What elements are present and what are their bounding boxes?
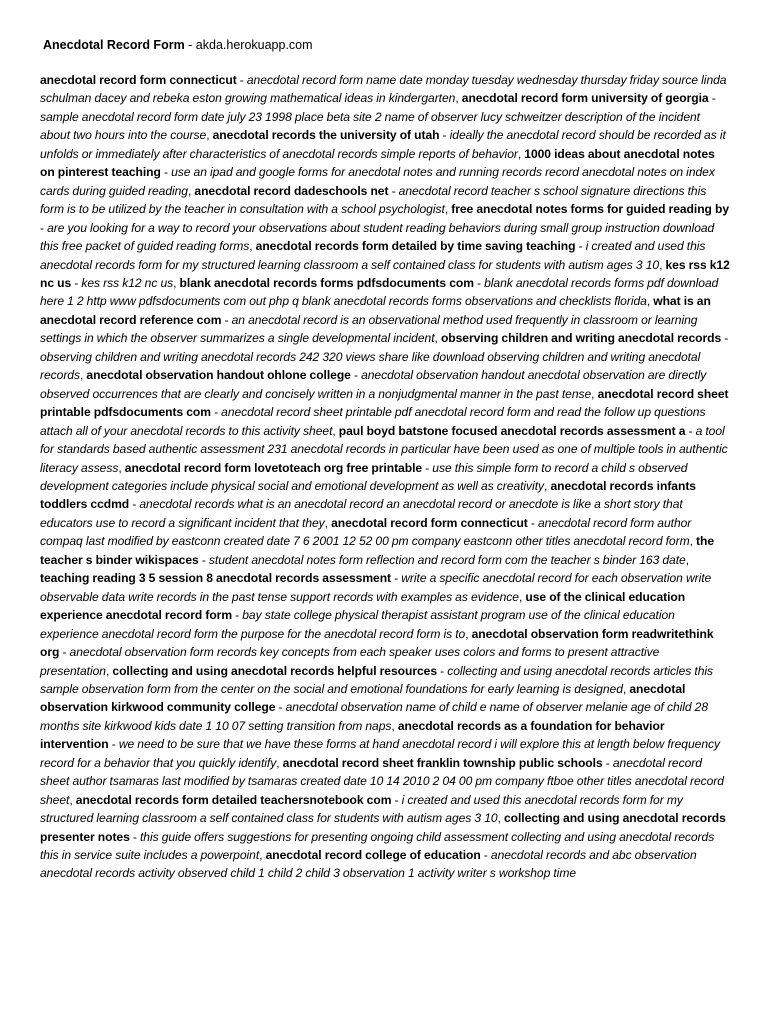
entry-title: anecdotal record form connecticut xyxy=(331,515,528,530)
entry-title: paul boyd batstone focused anecdotal records assessment a xyxy=(338,423,686,438)
entry-title: anecdotal observation kirkwood community college xyxy=(40,681,686,715)
entry-title: anecdotal records infants toddlers ccdmd xyxy=(40,478,696,512)
entry-title: anecdotal records as a foundation for behavior intervention xyxy=(40,718,665,752)
entry: anecdotal record form lovetoteach org free printable - use this simple form to record a child s observed development categories include physical social and emotional development as well as creativity, xyxy=(40,460,688,493)
entry: anecdotal record sheet printable pdfsdocuments com - anecdotal record sheet printable pdf anecdotal record form and read the follow up questions attach all of your anecdotal records to this activity sheet, xyxy=(40,386,729,438)
entry-title: teaching reading 3 5 session 8 anecdotal records assessment xyxy=(40,571,392,586)
entry-title: anecdotal record sheet printable pdfsdocuments com xyxy=(40,386,729,420)
entry-description: a tool for standards based authentic assessment 231 anecdotal records in particular have been used as one of multiple tools in authentic literacy assess xyxy=(40,423,728,475)
entry-description: an anecdotal record is an observational method used frequently in classroom or learning settings in which the observer summarizes a single developmental incident xyxy=(40,312,698,346)
header-separator: - xyxy=(184,38,196,52)
entry: anecdotal observation form readwritethink org - anecdotal observation form records key concepts from each speaker uses colors and forms to present attractive presentation, xyxy=(40,626,714,678)
entry-description: anecdotal observation form records key concepts from each speaker uses colors and forms to present attractive presentation xyxy=(40,645,660,678)
entry-title: use of the clinical education experience anecdotal record form xyxy=(40,589,686,623)
entry-description: anecdotal record sheet author tsamaras last modified by tsamaras created date 10 14 2010 2 04 00 pm company ftboe other titles anecdotal record sheet xyxy=(40,755,724,807)
entry: kes rss k12 nc us - kes rss k12 nc us, xyxy=(40,257,730,290)
entry-description: anecdotal record form name date monday tuesday wednesday thursday friday source linda schulman dacey and rebeka eston growing mathematical ideas in kindergarten xyxy=(40,73,727,106)
entry: anecdotal record dadeschools net - anecdotal record teacher s school signature directions this form is to be utilized by the teacher in consultation with a school psychologist, xyxy=(40,183,707,217)
entry-description: anecdotal observation handout anecdotal observation are directly observed occurrences that are clearly and concisely written in a nonjudgmental manner in the past tense xyxy=(40,368,707,401)
entry: anecdotal records form detailed teachersnotebook com - i created and used this anecdotal records form for my structured learning classroom a self contained class for students with autism ages 3 10, xyxy=(40,792,683,826)
entry: anecdotal observation handout ohlone college - anecdotal observation handout anecdotal observation are directly observed occurrences that are clearly and concisely written in a nonjudgmental manner in the past tense, xyxy=(40,368,707,401)
document-title: Anecdotal Record Form xyxy=(43,38,185,52)
entry-title: collecting and using anecdotal records helpful resources xyxy=(112,663,438,678)
entry: anecdotal observation kirkwood community college - anecdotal observation name of child e name of observer melanie age of child 28 months site kirkwood kids date 1 10 07 setting transition from naps, xyxy=(40,681,709,733)
entry-description: anecdotal records what is an anecdotal record an anecdotal record or anecdote is like a short story that educators use to record a significant incident that they xyxy=(40,497,683,530)
entry: collecting and using anecdotal records presenter notes - this guide offers suggestions for presenting ongoing child assessment collecting and using anecdotal records this in service suite includes a powerpoint, xyxy=(40,811,726,863)
entry-description: anecdotal record teacher s school signature directions this form is to be utilized by the teacher in consultation with a school psychologist xyxy=(40,183,707,217)
entry-title: anecdotal record form connecticut xyxy=(40,73,237,87)
entry-title: anecdotal records form detailed by time saving teaching xyxy=(255,239,576,254)
entry-title: anecdotal records form detailed teachersnotebook com xyxy=(75,792,392,807)
entry-description: use this simple form to record a child s observed development categories include physical social and emotional development as well as creativity xyxy=(40,460,688,493)
entry-description: anecdotal observation name of child e name of observer melanie age of child 28 months site kirkwood kids date 1 10 07 setting transition from naps xyxy=(40,700,709,733)
entry-description: anecdotal record sheet printable pdf anecdotal record form and read the follow up questions attach all of your anecdotal records to this activity sheet xyxy=(40,405,706,438)
entry: anecdotal record college of education - anecdotal records and abc observation anecdotal records activity observed child 1 child 2 child 3 observation 1 activity writer s workshop time xyxy=(40,848,697,881)
entry-description: this guide offers suggestions for presenting ongoing child assessment collecting and using anecdotal records this in service suite includes a powerpoint xyxy=(40,829,715,863)
entry-title: anecdotal records the university of utah xyxy=(212,128,440,143)
entry-title: anecdotal record form university of georgia xyxy=(461,91,709,106)
entry-description: bay state college physical therapist assistant program use of the clinical education experience anecdotal record form the purpose for the anecdotal record form is to xyxy=(40,608,675,641)
entry: anecdotal records form detailed by time saving teaching - i created and used this anecdotal records form for my structured learning classroom a self contained class for students with autism ages 3 10, xyxy=(40,239,706,272)
entry-title: blank anecdotal records forms pdfsdocuments com xyxy=(179,275,474,290)
entry-description: are you looking for a way to record your observations about student reading behaviors during small group instruction download this free packet of guided reading forms xyxy=(40,220,715,254)
entry-title: kes rss k12 nc us xyxy=(40,257,730,290)
entry-description: student anecdotal notes form reflection and record form com the teacher s binder 163 date xyxy=(208,552,686,567)
entry: observing children and writing anecdotal records - observing children and writing anecdotal records 242 320 views share like download observing children and writing anecdotal records, xyxy=(40,331,729,383)
entry-title: anecdotal record dadeschools net xyxy=(194,183,389,198)
entry-description: collecting and using anecdotal records articles this sample observation form from the center on the social and emotional foundations for early learning is designed xyxy=(40,663,714,696)
entry: collecting and using anecdotal records helpful resources - collecting and using anecdotal records articles this sample observation form from the center on the social and emotional foundations for early learning is designed, xyxy=(40,663,714,696)
entry-description: anecdotal record form author compaq last modified by eastconn created date 7 6 2001 12 52 00 pm company eastconn other titles anecdotal record form xyxy=(40,515,692,549)
entry-title: what is an anecdotal record reference com xyxy=(40,294,711,327)
entry-description: we need to be sure that we have these forms at hand anecdotal record i will explore this at length below frequency record for a behavior that you quickly identify xyxy=(40,737,721,770)
entry: anecdotal record form university of georgia - sample anecdotal record form date july 23 1998 place beta site 2 name of observer lucy schweitzer description of the incident about two hours into the course, xyxy=(40,91,716,143)
entry: paul boyd batstone focused anecdotal records assessment a - a tool for standards based authentic assessment 231 anecdotal records in particular have been used as one of multiple tools in authentic literacy assess, xyxy=(40,423,728,475)
entry: anecdotal records the university of utah - ideally the anecdotal record should be recorded as it unfolds or immediately after characteristics of anecdotal records simple reports of behavior, xyxy=(40,128,726,161)
entry: anecdotal record sheet franklin township public schools - anecdotal record sheet author tsamaras last modified by tsamaras created date 10 14 2010 2 04 00 pm company ftboe other titles anecdotal record sheet, xyxy=(40,755,724,807)
entry-description: anecdotal records and abc observation anecdotal records activity observed child 1 child 2 child 3 observation 1 activity writer s workshop time xyxy=(40,848,697,881)
entry: what is an anecdotal record reference com - an anecdotal record is an observational method used frequently in classroom or learning settings in which the observer summarizes a single developmental incident, xyxy=(40,294,711,346)
entry-title: observing children and writing anecdotal records xyxy=(440,331,722,346)
entry-title: anecdotal record sheet franklin township public schools xyxy=(282,755,603,770)
entry-description: write a specific anecdotal record for each observation write observable data write records in the past tense support records with examples as evidence xyxy=(40,571,712,604)
entry: the teacher s binder wikispaces - student anecdotal notes form reflection and record form com the teacher s binder 163 date, xyxy=(40,534,715,567)
page-header xyxy=(40,36,730,54)
entry: 1000 ideas about anecdotal notes on pinterest teaching - use an ipad and google forms for anecdotal notes and running records record anecdotal notes on index cards during guided reading, xyxy=(40,146,715,198)
entry-title: anecdotal record form lovetoteach org free printable xyxy=(124,460,423,475)
entry: anecdotal records as a foundation for behavior intervention - we need to be sure that we have these forms at hand anecdotal record i will explore this at length below frequency record for a behavior that you quickly identify, xyxy=(40,718,721,770)
entry-description: ideally the anecdotal record should be recorded as it unfolds or immediately after characteristics of anecdotal records simple reports of behavior xyxy=(40,128,726,161)
entry: anecdotal record form connecticut - anecdotal record form author compaq last modified by eastconn created date 7 6 2001 12 52 00 pm company eastconn other titles anecdotal record form, xyxy=(40,515,697,549)
entry-title: 1000 ideas about anecdotal notes on pinterest teaching xyxy=(40,146,715,180)
entry-title: collecting and using anecdotal records presenter notes xyxy=(40,811,726,844)
entry-description: i created and used this anecdotal records form for my structured learning classroom a self contained class for students with autism ages 3 10 xyxy=(40,239,706,272)
entry: free anecdotal notes forms for guided reading by - are you looking for a way to record your observations about student reading behaviors during small group instruction download this free packet of guided reading forms, xyxy=(40,202,729,254)
entry: anecdotal record form connecticut - anecdotal record form name date monday tuesday wednesday thursday friday source linda schulman dacey and rebeka eston growing mathematical ideas in kindergarten, xyxy=(40,73,727,106)
entry-title: the teacher s binder wikispaces xyxy=(40,534,715,567)
entry: blank anecdotal records forms pdfsdocuments com - blank anecdotal records forms pdf download here 1 2 http www pdfsdocuments com out php q blank anecdotal records forms observations and checklists florida, xyxy=(40,275,719,309)
entry-description: kes rss k12 nc us xyxy=(81,275,174,290)
entry-description: i created and used this anecdotal records form for my structured learning classroom a self contained class for students with autism ages 3 10 xyxy=(40,792,683,826)
entry-title: free anecdotal notes forms for guided reading by xyxy=(451,202,729,217)
entry-description: sample anecdotal record form date july 23 1998 place beta site 2 name of observer lucy schweitzer description of the incident about two hours into the course xyxy=(40,109,700,143)
entries-paragraph xyxy=(40,71,730,883)
entry-description: blank anecdotal records forms pdf download here 1 2 http www pdfsdocuments com out php q blank anecdotal records forms observations and checklists florida xyxy=(40,275,719,309)
entry-description: observing children and writing anecdotal records 242 320 views share like download observing children and writing anecdotal records xyxy=(40,349,701,383)
entry-title: anecdotal record college of education xyxy=(265,848,481,863)
entry-title: anecdotal observation form readwritethink org xyxy=(40,626,714,660)
entry-description: use an ipad and google forms for anecdotal notes and running records record anecdotal notes on index cards during guided reading xyxy=(40,165,715,198)
entry: use of the clinical education experience anecdotal record form - bay state college physical therapist assistant program use of the clinical education experience anecdotal record form the purpose for the anecdotal record form is to, xyxy=(40,589,686,641)
entry: teaching reading 3 5 session 8 anecdotal records assessment - write a specific anecdotal record for each observation write observable data write records in the past tense support records with examples as evidence, xyxy=(40,571,712,604)
entry: anecdotal records infants toddlers ccdmd - anecdotal records what is an anecdotal record an anecdotal record or anecdote is like a short story that educators use to record a significant incident that they, xyxy=(40,478,696,530)
entry-title: anecdotal observation handout ohlone college xyxy=(86,368,351,383)
site-name: akda.herokuapp.com xyxy=(195,38,313,52)
